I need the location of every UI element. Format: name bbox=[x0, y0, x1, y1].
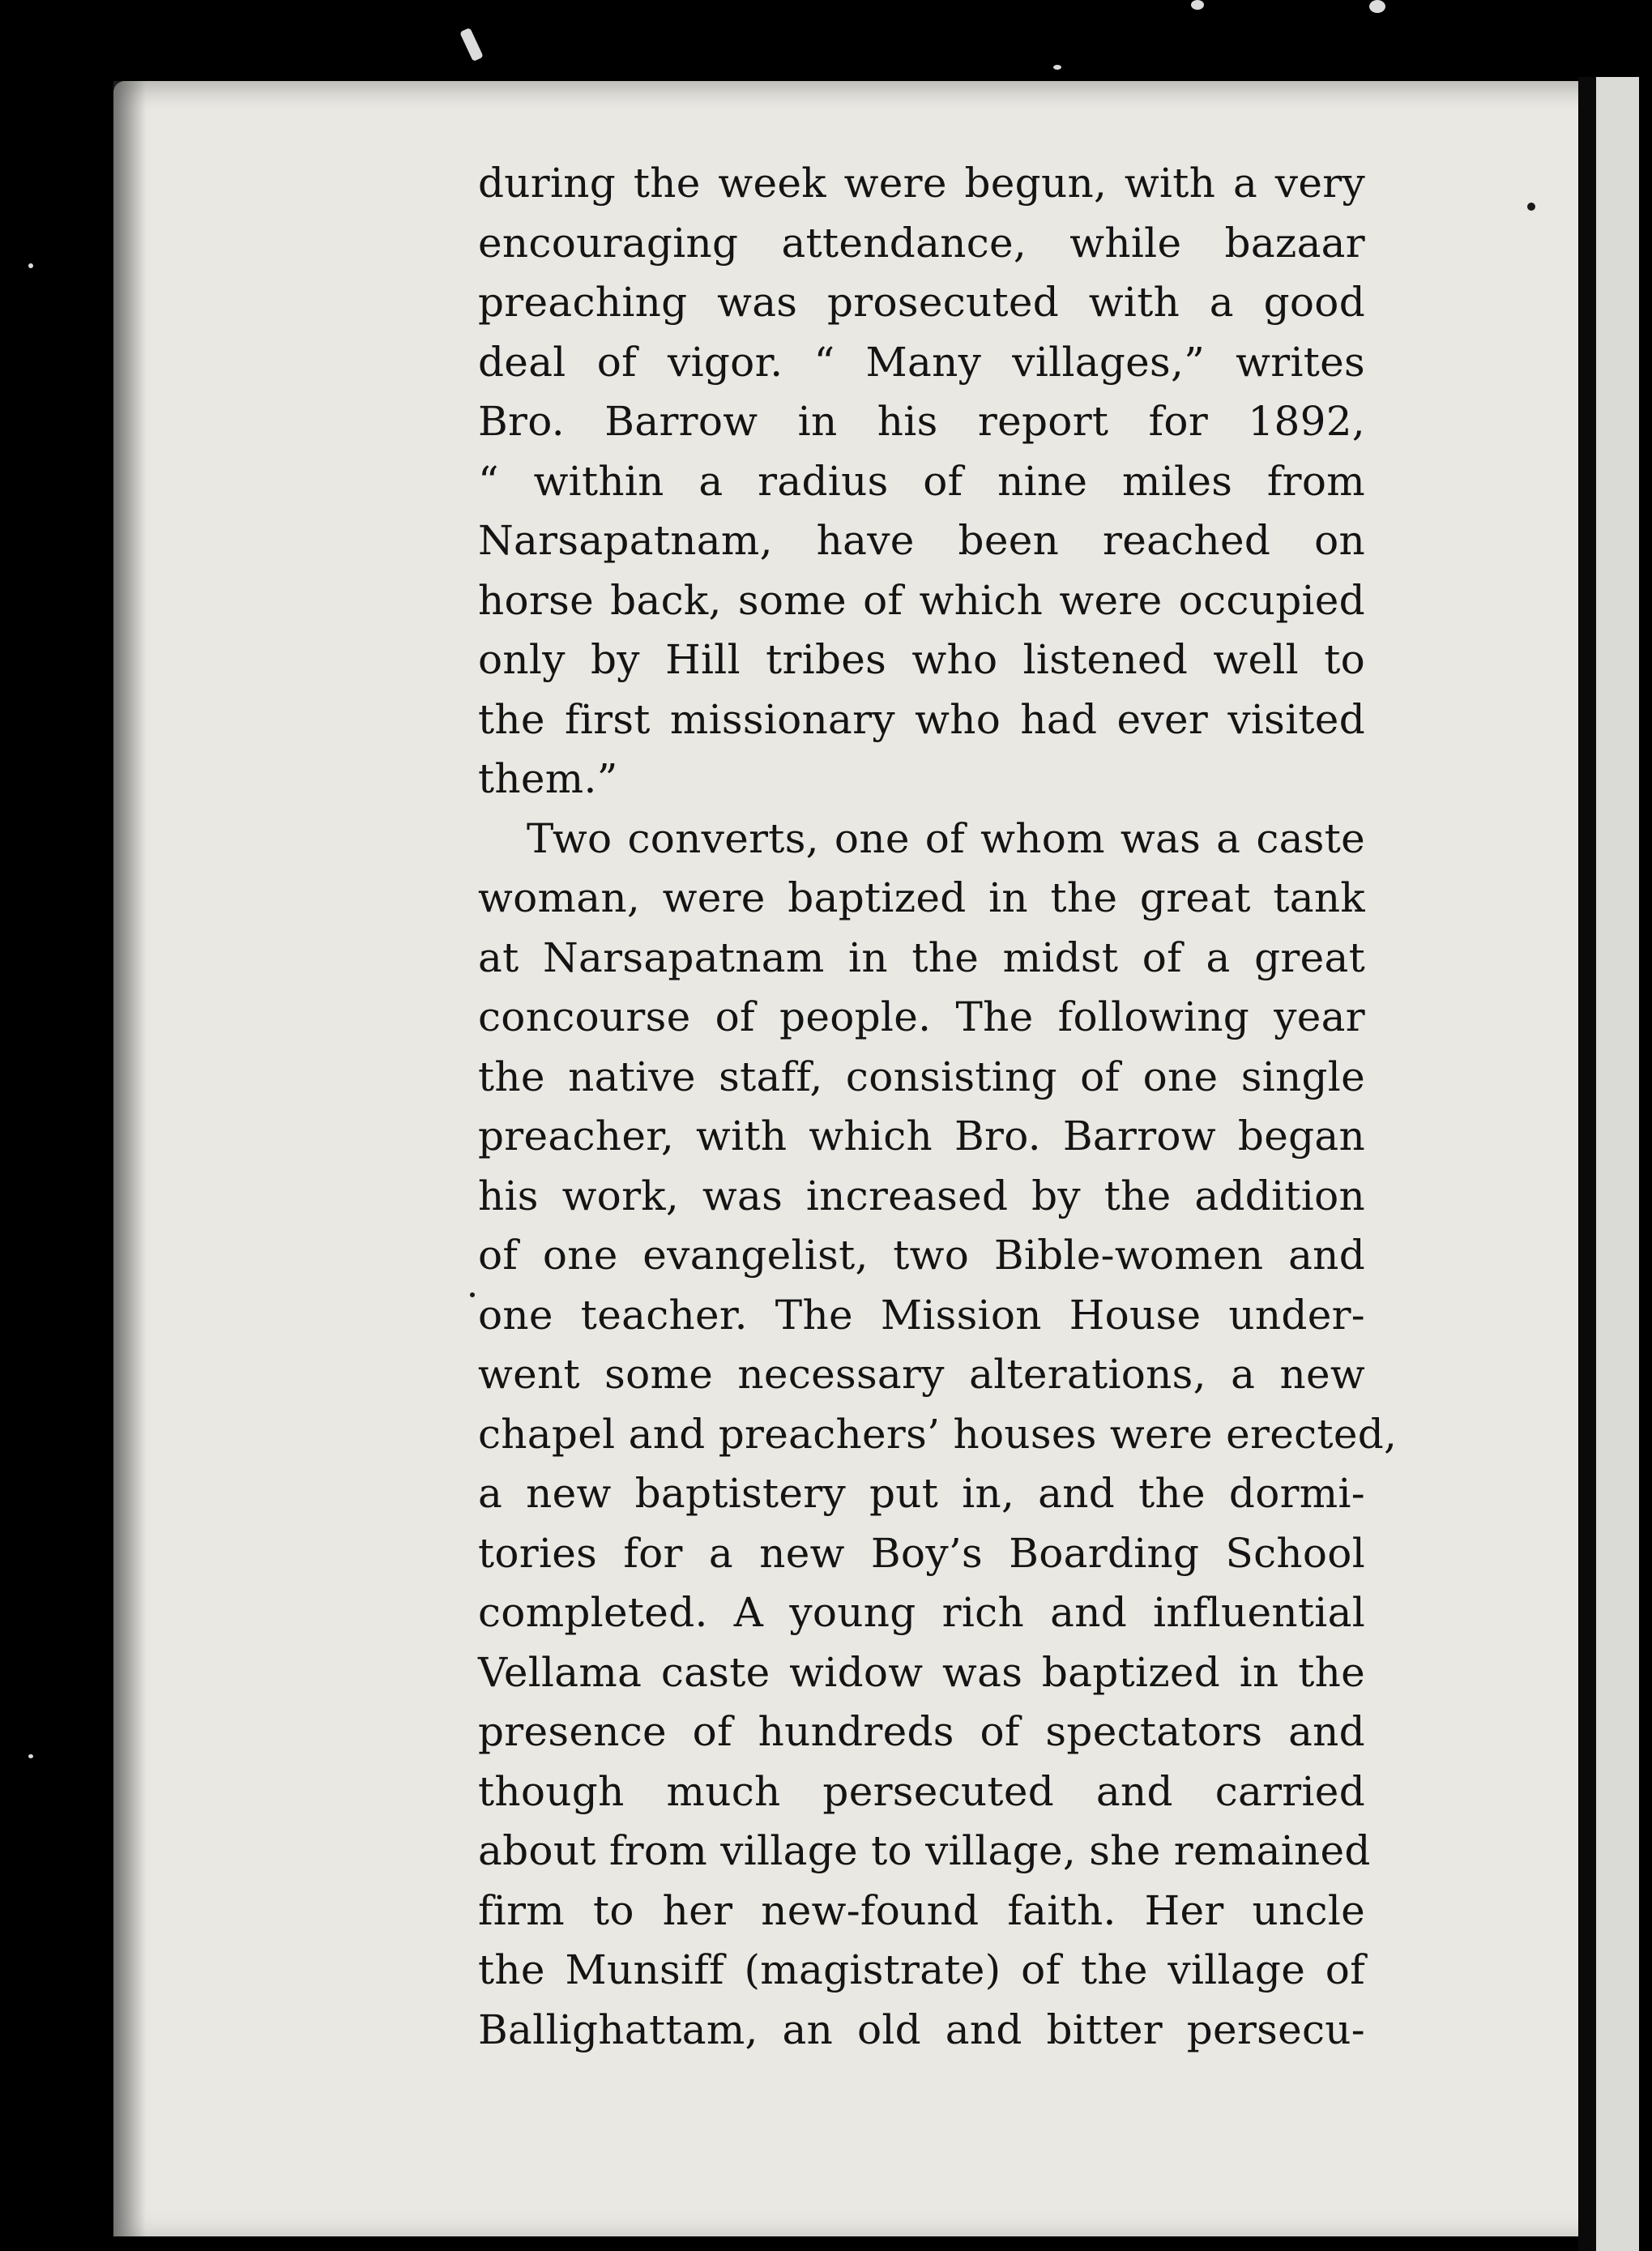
text-line: them.” bbox=[478, 755, 618, 802]
text-line: Narsapatnam, have been reached on bbox=[478, 517, 1365, 564]
adjacent-page bbox=[1594, 77, 1639, 2251]
film-speck bbox=[28, 263, 33, 268]
text-line: “ within a radius of nine miles from bbox=[478, 457, 1365, 505]
text-line: woman, were baptized in the great tank bbox=[478, 874, 1365, 921]
text-line: only by Hill tribes who listened well to bbox=[478, 636, 1365, 683]
text-line: concourse of people. The following year bbox=[478, 993, 1365, 1040]
text-line: the Munsiff (magistrate) of the village of bbox=[478, 1946, 1365, 1993]
text-line: at Narsapatnam in the midst of a great bbox=[478, 933, 1365, 981]
body-text bbox=[478, 154, 1398, 2060]
text-line: tories for a new Boy’s Boarding School bbox=[478, 1529, 1365, 1577]
text-line: his work, was increased by the addition bbox=[478, 1172, 1365, 1219]
film-speck bbox=[28, 1754, 33, 1758]
film-speck bbox=[1053, 65, 1061, 70]
text-line: about from village to village, she remained bbox=[478, 1827, 1371, 1874]
film-speck bbox=[1369, 0, 1385, 13]
text-line: of one evangelist, two Bible-women and bbox=[478, 1232, 1365, 1279]
paragraph-start-line: Two converts, one of whom was a caste bbox=[527, 814, 1365, 862]
text-line: presence of hundreds of spectators and bbox=[478, 1708, 1365, 1755]
film-speck bbox=[1191, 0, 1204, 10]
film-speck bbox=[459, 28, 484, 62]
text-line: chapel and preachers’ houses were erected, bbox=[478, 1410, 1398, 1458]
text-line: one teacher. The Mission House under- bbox=[478, 1291, 1365, 1339]
text-line: Vellama caste widow was baptized in the bbox=[478, 1648, 1365, 1696]
text-line: Bro. Barrow in his report for 1892, bbox=[478, 398, 1365, 445]
text-line: though much persecuted and carried bbox=[478, 1767, 1365, 1815]
text-line: preaching was prosecuted with a good bbox=[478, 279, 1365, 326]
page-speck bbox=[1527, 203, 1535, 211]
text-line: the first missionary who had ever visited bbox=[478, 695, 1365, 743]
text-line: went some necessary alterations, a new bbox=[478, 1351, 1365, 1398]
text-line: completed. A young rich and influential bbox=[478, 1589, 1365, 1636]
page-gutter-shadow bbox=[1578, 77, 1596, 2251]
text-line: preacher, with which Bro. Barrow began bbox=[478, 1113, 1365, 1160]
text-line: the native staff, consisting of one single bbox=[478, 1053, 1365, 1100]
text-line: horse back, some of which were occupied bbox=[478, 576, 1365, 624]
text-line: deal of vigor. “ Many villages,” writes bbox=[478, 338, 1365, 386]
text-line: Ballighattam, an old and bitter persecu- bbox=[478, 2005, 1365, 2053]
text-line: a new baptistery put in, and the dormi- bbox=[478, 1470, 1365, 1517]
text-line: encouraging attendance, while bazaar bbox=[478, 219, 1365, 267]
page-speck bbox=[470, 1292, 475, 1297]
text-line: firm to her new-found faith. Her uncle bbox=[478, 1886, 1365, 1934]
text-line: during the week were begun, with a very bbox=[478, 160, 1365, 207]
